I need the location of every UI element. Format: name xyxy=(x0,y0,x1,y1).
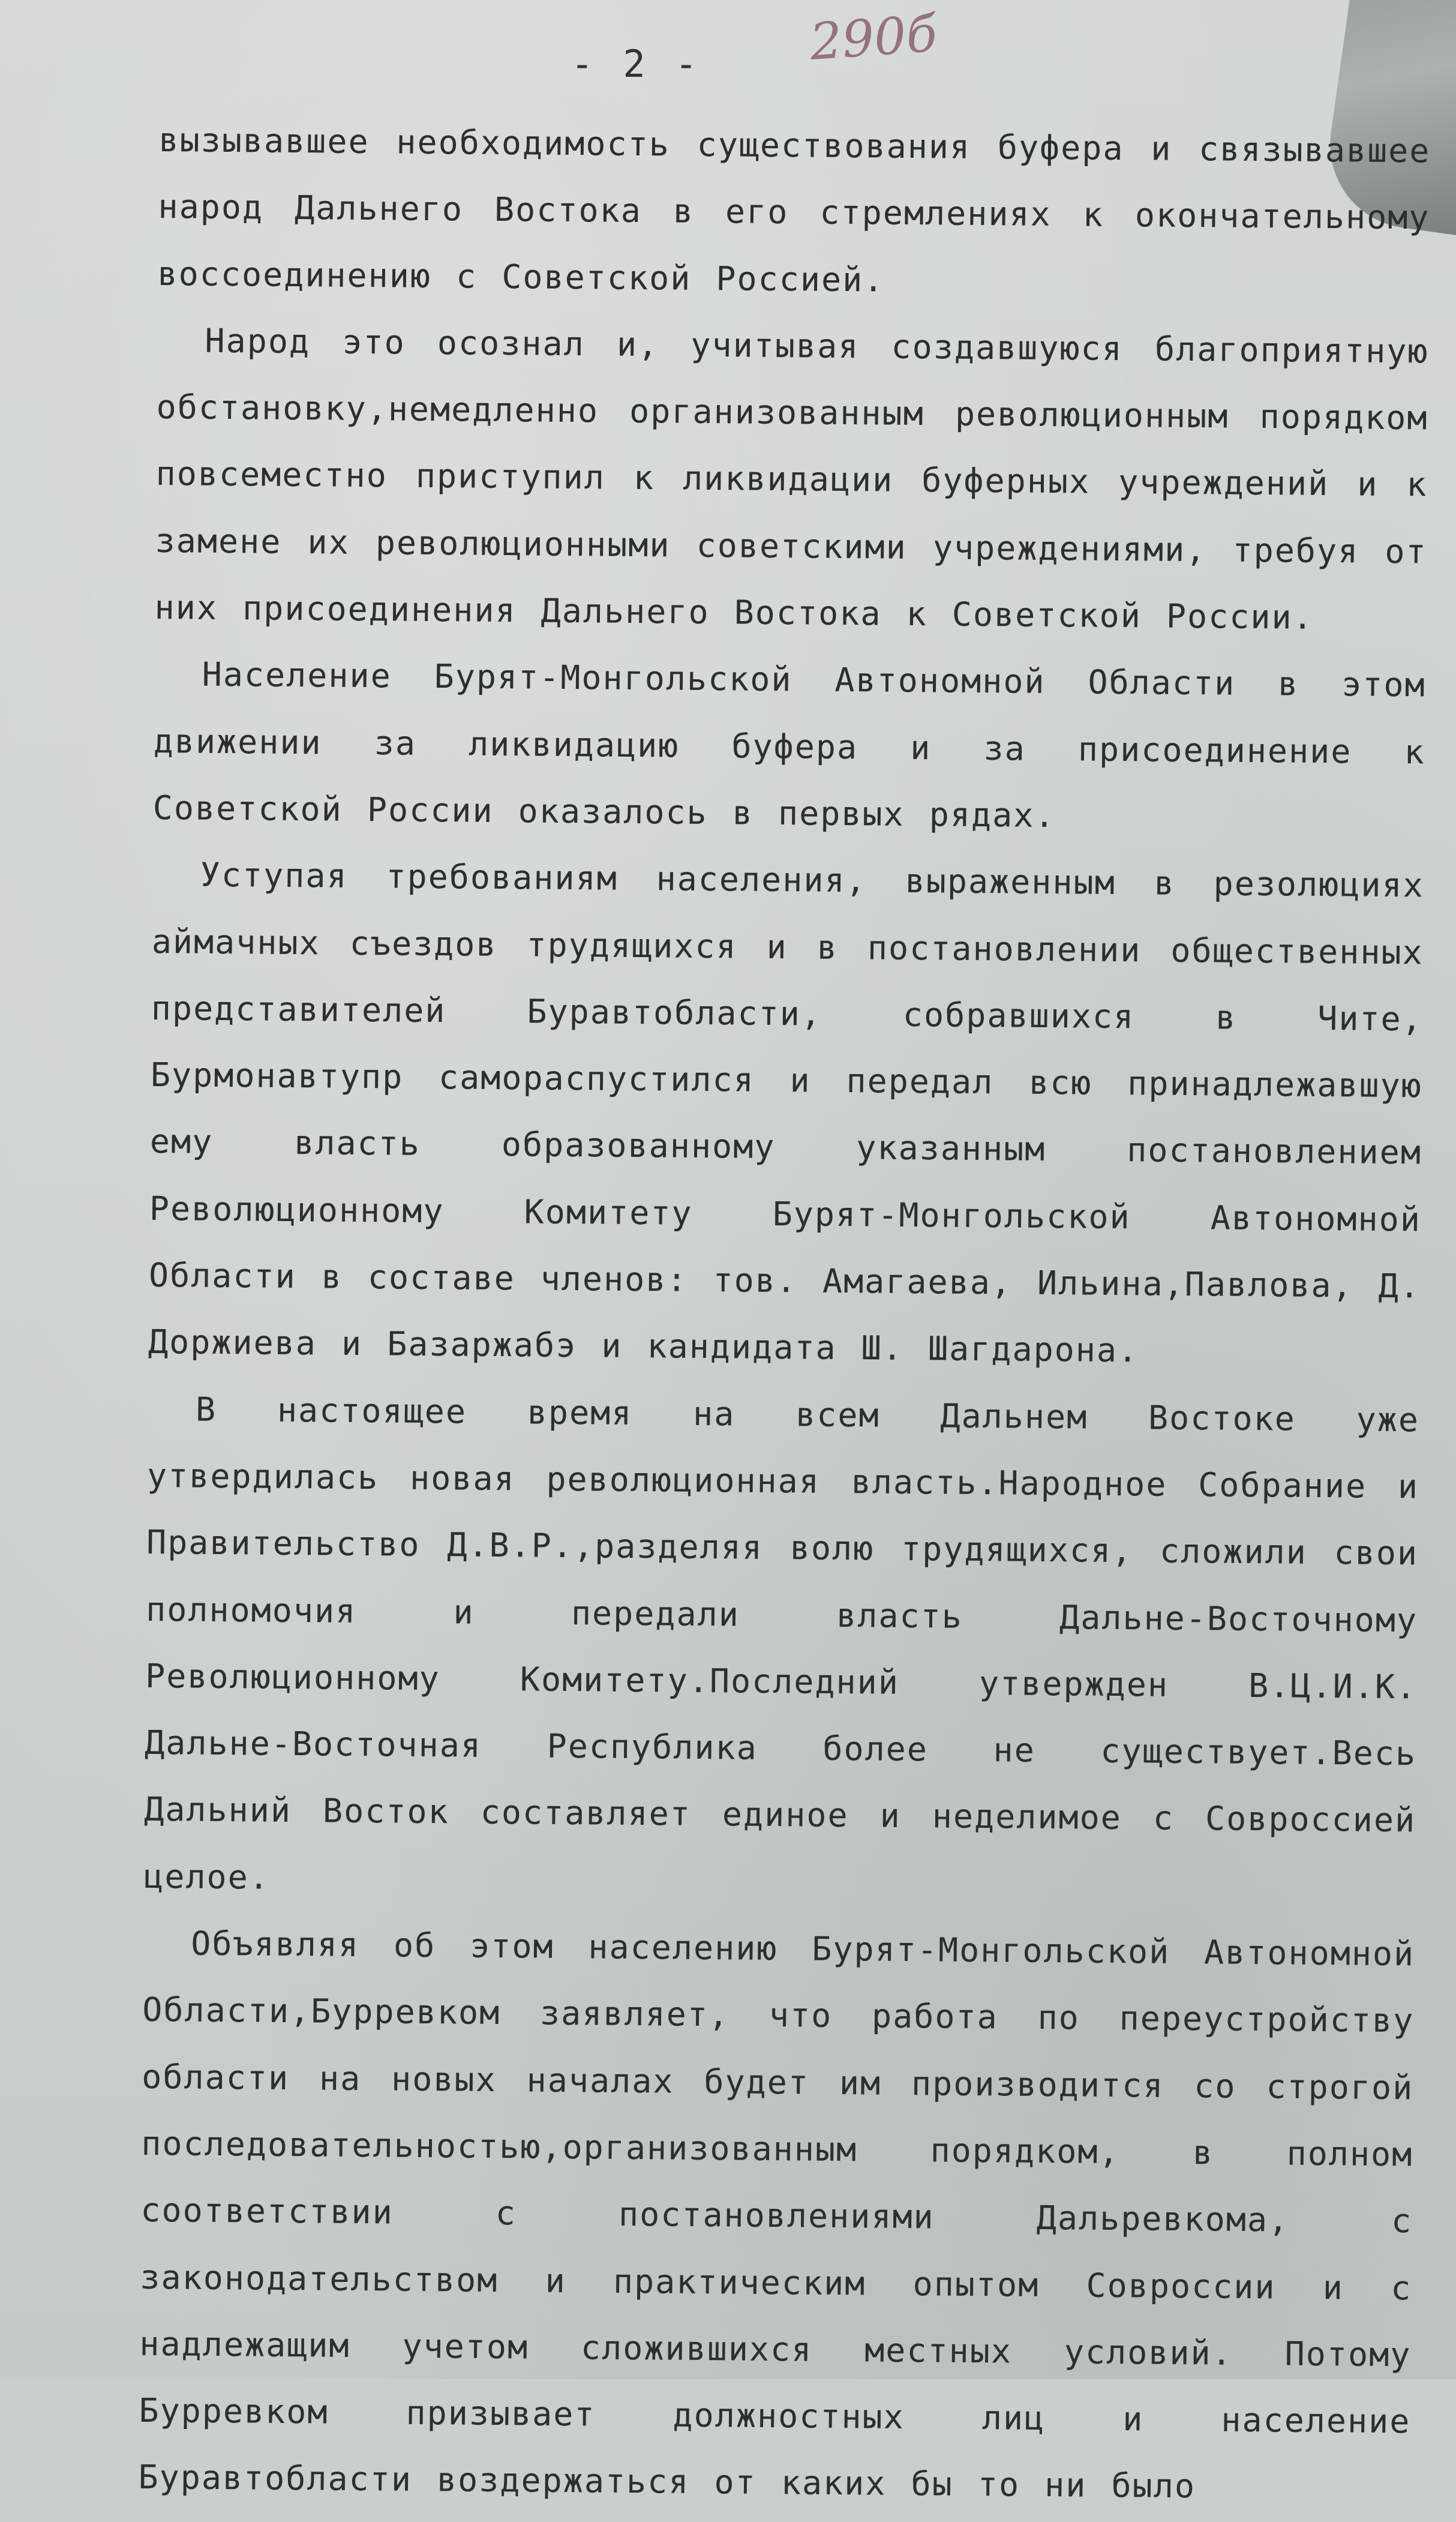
paragraph-2: Народ это осознал и, учитывая создавшуюся благоприятную обстановку,немедленно организованным революционным порядком повсеместно приступил к ликвидации буферных учреждений и к замене их революционными советскими учреждениями, требуя от них присоединения Дальнего Востока к Советской России. xyxy=(154,321,1429,637)
paragraph-6: Объявляя об этом населению Бурят-Монгольской Автономной Области,Бурревком заявляет, что работа по переустройству области на новых началах будет им производится со строгой последовательностью,организованным порядком, в полном соответствии с постановлениями Дальревкома, с законодательством и практическим опытом Совроссии и с надлежащим учетом сложившихся местных условий. Потому Бурревком призывает должностных лиц и население Буравтобласти воздержаться от каких бы то ни было xyxy=(138,1924,1415,2506)
paragraph-4: Уступая требованиям населения, выраженным в резолюциях аймачных съездов трудящихся и в постановлении общественных представителей Буравтобласти, собравшихся в Чите, Бурмонавтупр самораспустился и передал всю принадлежавшую ему власть образованному указанным постановлением Революционному Комитету Бурят-Монгольской Автономной Области в составе членов: тов. Амагаева, Ильина,Павлова, Д. Доржиева и Базаржабэ и кандидата Ш. Шагдарона. xyxy=(148,855,1425,1370)
paragraph-5: В настоящее время на всем Дальнем Востоке уже утвердилась новая революционная власть.Народное Собрание и Правительство Д.В.Р.,разделяя волю трудящихся, сложили свои полномочия и передали власть Дальне-Восточному Революционному Комитету.Последний утвержден В.Ц.И.К. Дальне-Восточная Республика более не существует.Весь Дальний Восток составляет единое и неделимое с Совроссией целое. xyxy=(143,1390,1420,1897)
paragraph-3: Население Бурят-Монгольской Автономной Области в этом движении за ликвидацию буфера и за присоединение к Советской России оказалось в первых рядах. xyxy=(152,655,1426,835)
document-body xyxy=(138,107,1431,2522)
paragraph-1: вызывавшее необходимость существования буфера и связывавшее народ Дальнего Востока в его стремлениях к окончательному воссоединению с Советской Россией. xyxy=(157,120,1431,299)
archive-number: 290б xyxy=(807,4,939,72)
page-number: - 2 - xyxy=(571,42,701,86)
